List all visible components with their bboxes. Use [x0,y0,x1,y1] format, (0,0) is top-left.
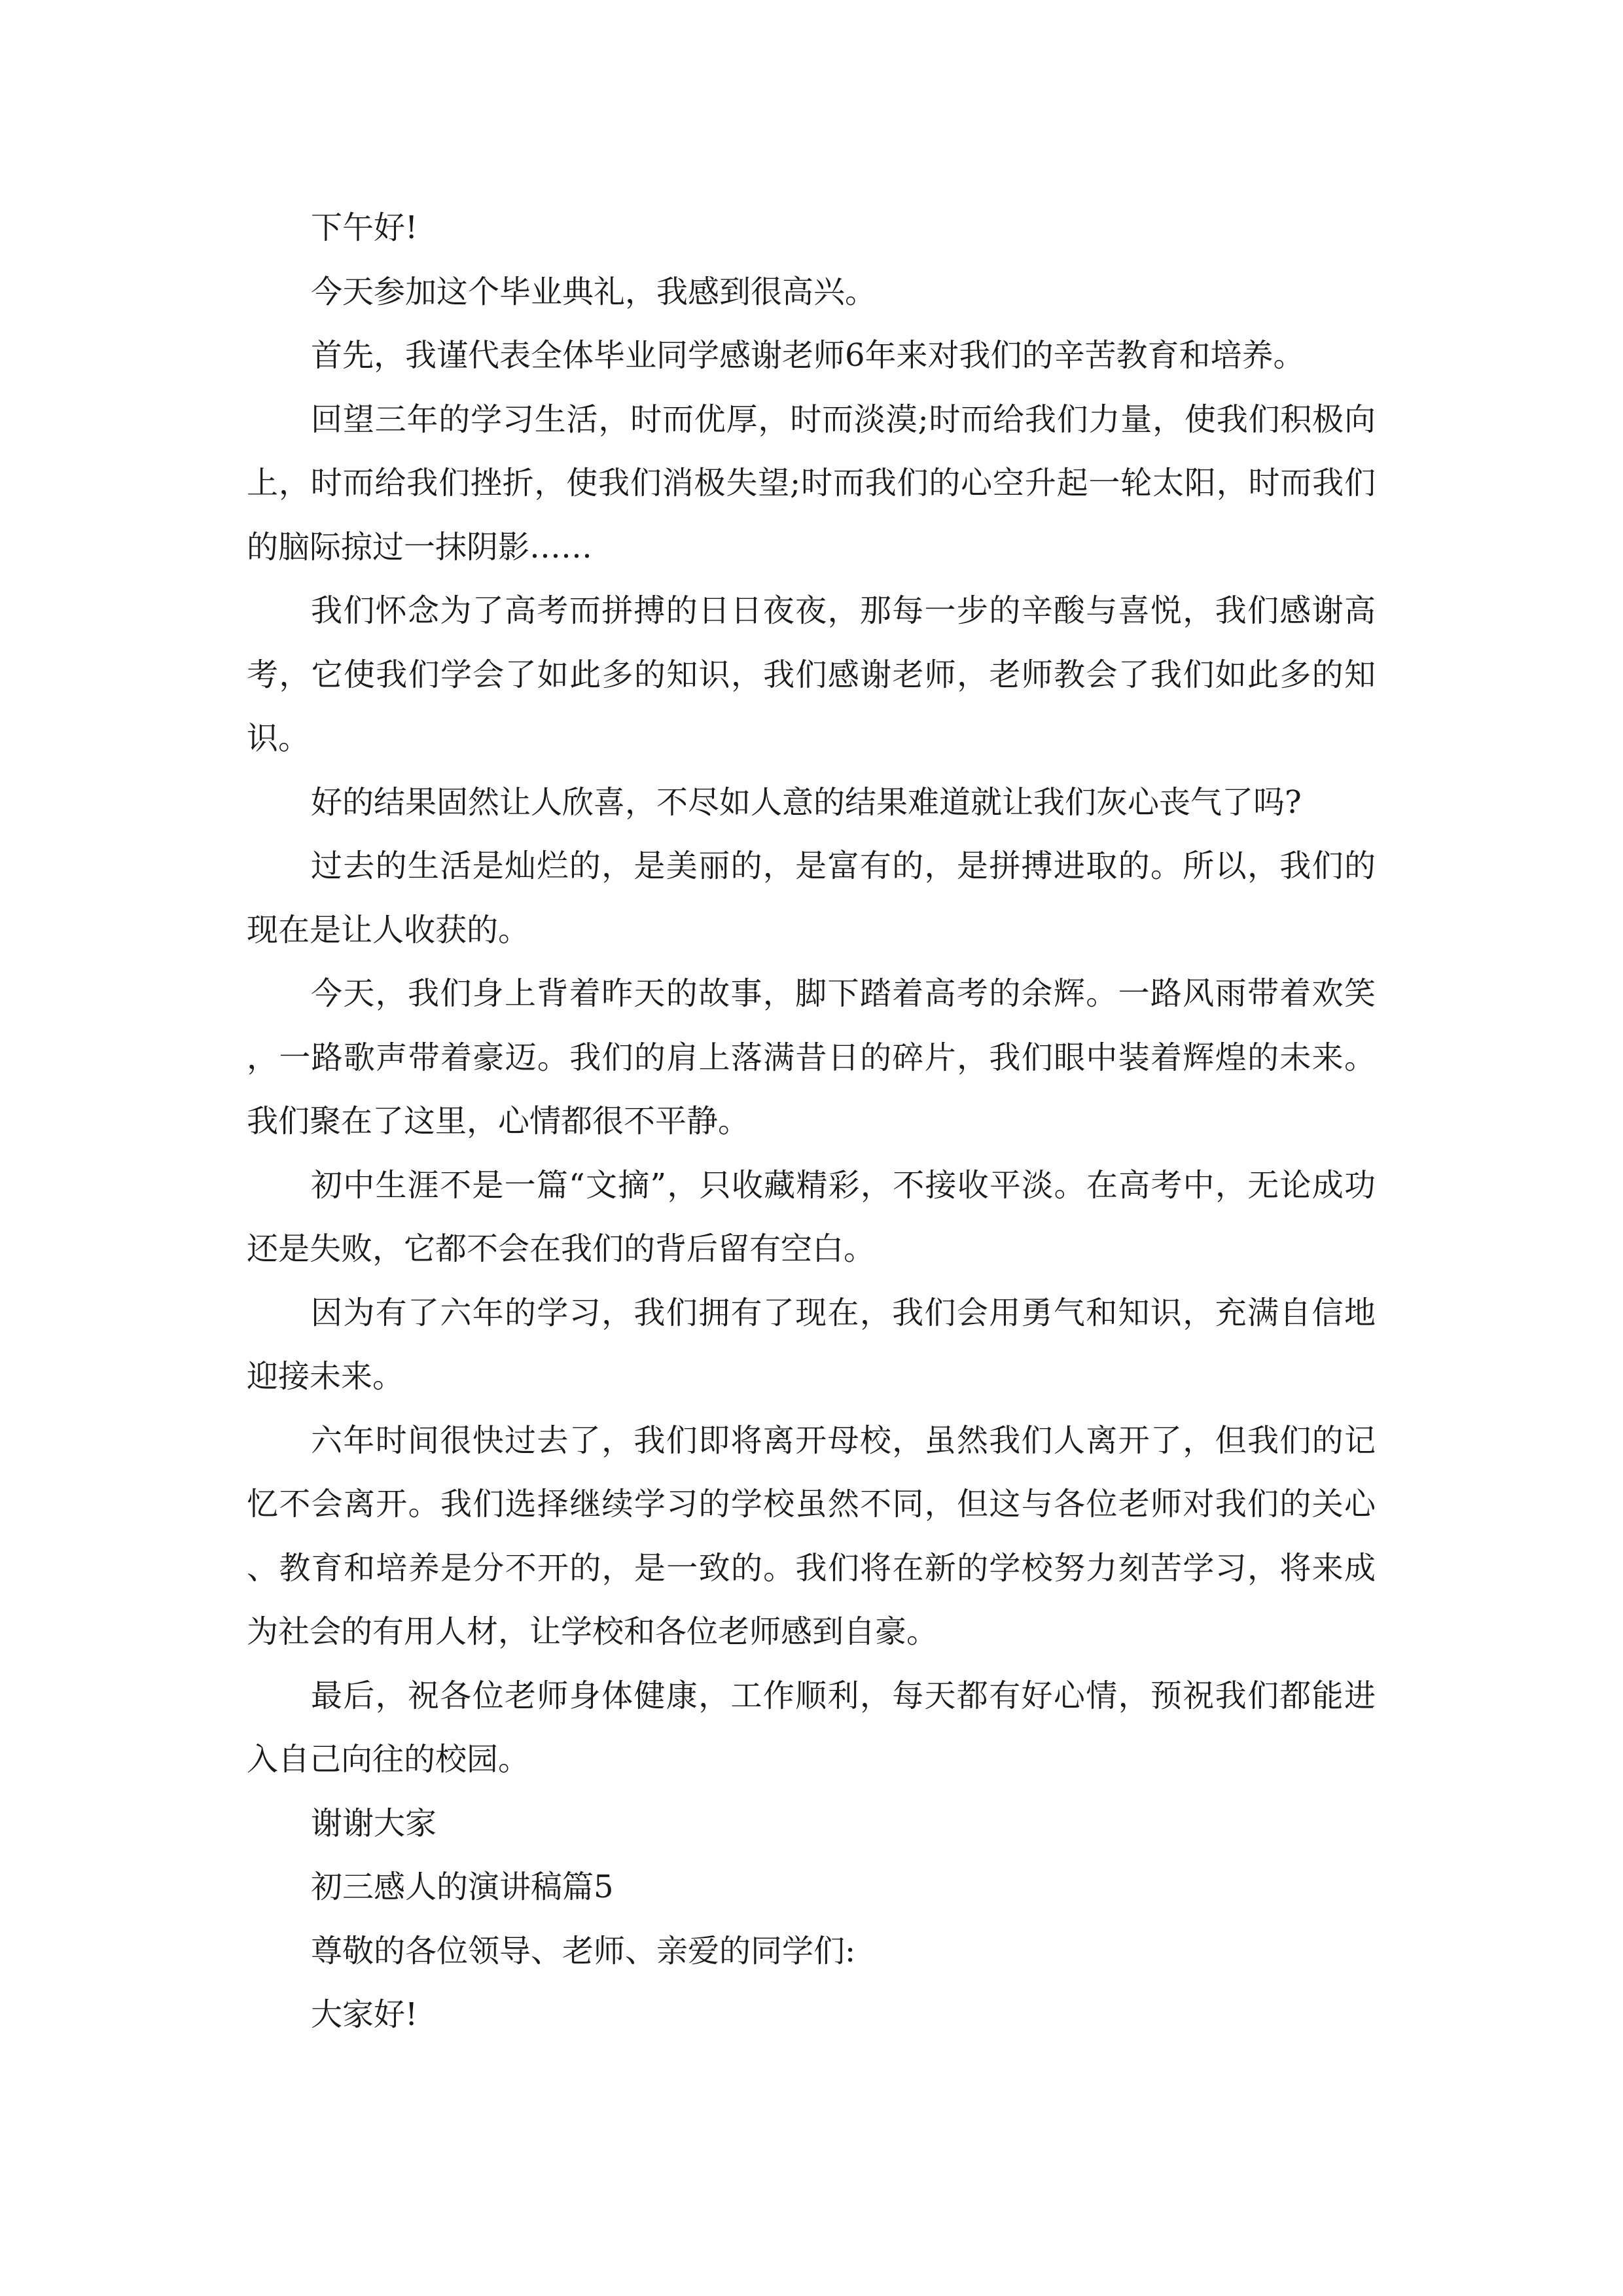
document-body [247,196,1376,2047]
paragraph-closing-wishes: 最后，祝各位老师身体健康，工作顺利，每天都有好心情，预祝我们都能进入自己向往的校园。 [247,1677,1376,1778]
section-heading: 初三感人的演讲稿篇5 [311,1869,614,1905]
paragraph-leaving-school: 六年时间很快过去了，我们即将离开母校，虽然我们人离开了，但我们的记忆不会离开。我们选择继续学习的学校虽然不同，但这与各位老师对我们的关心、教育和培养是分不开的，是一致的。我们将在新的学校努力刻苦学习，将来成为社会的有用人材，让学校和各位老师感到自豪。 [247,1422,1376,1650]
paragraph-today: 今天，我们身上背着昨天的故事，脚下踏着高考的余辉。一路风雨带着欢笑，一路歌声带着豪迈。我们的肩上落满昔日的碎片，我们眼中装着辉煌的未来。我们聚在了这里，心情都很不平静。 [247,975,1376,1139]
paragraph-junior-high: 初中生涯不是一篇“文摘”，只收藏精彩，不接收平淡。在高考中，无论成功还是失败，它都不会在我们的背后留有空白。 [247,1166,1376,1267]
paragraph-six-years-study: 因为有了六年的学习，我们拥有了现在，我们会用勇气和知识，充满自信地迎接未来。 [247,1294,1376,1395]
paragraph-results: 好的结果固然让人欣喜，不尽如人意的结果难道就让我们灰心丧气了吗? [311,783,1302,821]
paragraph-opening: 今天参加这个毕业典礼，我感到很高兴。 [311,273,877,310]
paragraph-remembering: 我们怀念为了高考而拼搏的日日夜夜，那每一步的辛酸与喜悦，我们感谢高考，它使我们学会了如此多的知识，我们感谢老师，老师教会了我们如此多的知识。 [247,592,1376,757]
paragraph-greeting: 下午好! [311,209,418,246]
paragraph-salutation: 尊敬的各位领导、老师、亲爱的同学们: [311,1932,856,1969]
paragraph-thanks: 首先，我谨代表全体毕业同学感谢老师6年来对我们的辛苦教育和培养。 [311,337,1305,374]
paragraph-looking-back: 回望三年的学习生活，时而优厚，时而淡漠;时而给我们力量，使我们积极向上，时而给我们挫折，使我们消极失望;时而我们的心空升起一轮太阳，时而我们的脑际掠过一抹阴影…… [247,401,1376,565]
paragraph-hello: 大家好! [311,1996,418,2033]
paragraph-thank-you: 谢谢大家 [311,1804,437,1842]
paragraph-past-life: 过去的生活是灿烂的，是美丽的，是富有的，是拼搏进取的。所以，我们的现在是让人收获的。 [247,848,1376,948]
